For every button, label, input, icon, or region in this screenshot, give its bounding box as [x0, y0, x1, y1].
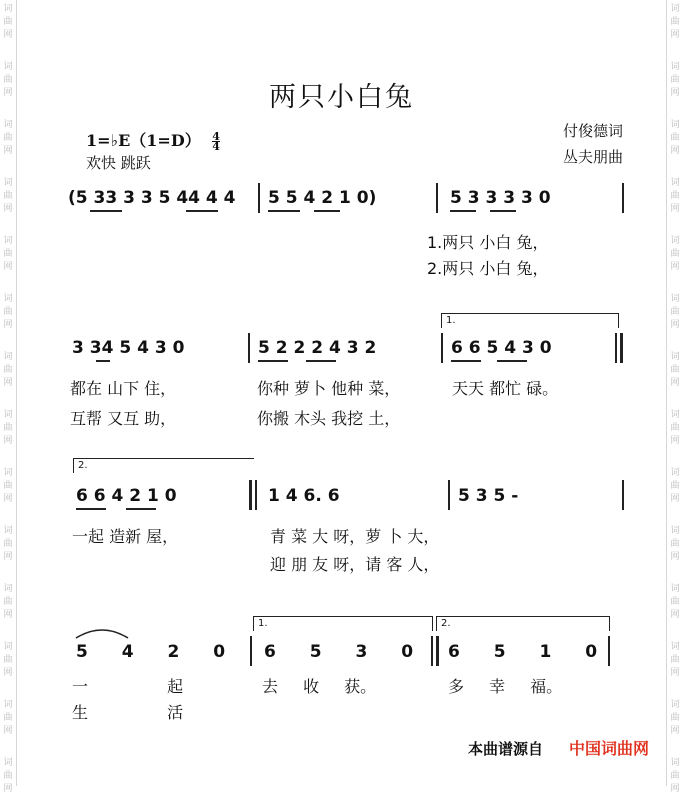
watermark-glyph: 曲: [670, 191, 680, 201]
watermark-glyph: 词: [3, 642, 13, 652]
watermark-glyph: 词: [670, 294, 680, 304]
watermark-glyph: 词: [670, 120, 680, 130]
r2-measure-3: 6 6 5 4 3 0: [451, 338, 552, 358]
watermark-glyph: 网: [3, 146, 13, 156]
r1-lyric-v2: 2.两只 小白 兔，: [427, 259, 549, 278]
watermark-glyph: 曲: [670, 539, 680, 549]
r4-lyric-v1-b: 去 收 获。: [262, 677, 377, 696]
second-ending-bracket: [436, 616, 610, 631]
watermark-glyph: 词: [670, 584, 680, 594]
watermark-glyph: 曲: [670, 481, 680, 491]
barline: [436, 183, 438, 213]
time-bottom: 4: [212, 140, 220, 153]
r4-measure-3: 6 5 1 0: [448, 642, 598, 662]
watermark-glyph: 词: [3, 62, 13, 72]
underline: [96, 360, 110, 362]
r2-measure-2: 5 2 2 2 4 3 2: [258, 338, 377, 358]
r3-measure-2: 1 4 6. 6: [268, 486, 340, 506]
watermark-glyph: 曲: [3, 75, 13, 85]
watermark-glyph: 曲: [3, 249, 13, 259]
r2-lyric-v2-a: 互帮 又互 助，: [70, 409, 177, 428]
watermark-glyph: 词: [3, 584, 13, 594]
watermark-glyph: 曲: [670, 249, 680, 259]
r1-lyric-v1: 1.两只 小白 兔，: [427, 233, 549, 252]
watermark-glyph: 词: [670, 352, 680, 362]
watermark-glyph: 网: [670, 262, 680, 272]
watermark-glyph: 网: [670, 436, 680, 446]
tempo-marking: 欢快 跳跃: [86, 154, 151, 172]
watermark-glyph: 网: [3, 726, 13, 736]
watermark-glyph: 词: [3, 178, 13, 188]
volta-number: 1.: [446, 315, 456, 326]
watermark-glyph: 曲: [3, 191, 13, 201]
watermark-glyph: 词: [3, 468, 13, 478]
watermark-glyph: 曲: [3, 307, 13, 317]
watermark-glyph: 网: [670, 552, 680, 562]
watermark-glyph: 网: [670, 726, 680, 736]
r4-lyric-v1-a: 一 起: [72, 677, 184, 696]
watermark-glyph: 网: [670, 668, 680, 678]
watermark-glyph: 网: [3, 494, 13, 504]
key-text: 1=♭E（1=D）: [86, 131, 201, 150]
underline: [497, 360, 527, 362]
watermark-glyph: 曲: [3, 771, 13, 781]
watermark-glyph: 词: [3, 758, 13, 768]
watermark-glyph: 词: [3, 352, 13, 362]
r4-lyric-v1-c: 多 幸 福。: [448, 677, 563, 696]
barline: [615, 333, 617, 363]
watermark-glyph: 词: [3, 700, 13, 710]
underline: [126, 508, 156, 510]
r2-lyric-v1-a: 都在 山下 住，: [70, 379, 177, 398]
underline: [76, 508, 106, 510]
watermark-glyph: 网: [670, 494, 680, 504]
watermark-glyph: 曲: [3, 713, 13, 723]
watermark-glyph: 网: [3, 88, 13, 98]
r4-lyric-v2-a: 生 活: [72, 703, 184, 722]
volta-number: 2.: [78, 460, 88, 471]
watermark-glyph: 曲: [670, 655, 680, 665]
watermark-glyph: 网: [3, 668, 13, 678]
barline: [250, 636, 252, 666]
watermark-glyph: 词: [3, 236, 13, 246]
watermark-glyph: 网: [3, 784, 13, 794]
barline: [441, 333, 443, 363]
watermark-glyph: 曲: [670, 307, 680, 317]
lyricist-credit: 付俊德词: [562, 122, 623, 140]
barline: [258, 183, 260, 213]
watermark-glyph: 曲: [670, 713, 680, 723]
watermark-glyph: 网: [670, 30, 680, 40]
underline: [490, 210, 516, 212]
barline: [608, 636, 610, 666]
site-name-link[interactable]: 中国词曲网: [568, 739, 649, 758]
watermark-glyph: 词: [670, 758, 680, 768]
r3-measure-1: 6 6 4 2 1 0: [76, 486, 177, 506]
volta-number: 2.: [441, 618, 451, 629]
r2-lyric-v1-b: 你种 萝卜 他种 菜，: [257, 379, 401, 398]
underline: [258, 360, 288, 362]
watermark-glyph: 网: [670, 204, 680, 214]
r1-measure-1-2: (5 33 3 3 5 44 4 4: [68, 188, 236, 208]
watermark-glyph: 曲: [670, 365, 680, 375]
watermark-glyph: 网: [3, 610, 13, 620]
barline: [622, 480, 624, 510]
r4-measure-1: 5 4 2 0: [76, 642, 226, 662]
right-watermark-strip: [666, 0, 683, 794]
watermark-glyph: 曲: [3, 133, 13, 143]
watermark-glyph: 词: [3, 410, 13, 420]
repeat-end-barline: [436, 636, 439, 666]
watermark-glyph: 曲: [3, 539, 13, 549]
underline: [450, 210, 476, 212]
watermark-glyph: 网: [3, 320, 13, 330]
watermark-glyph: 曲: [3, 423, 13, 433]
watermark-glyph: 词: [670, 410, 680, 420]
repeat-end-barline: [620, 333, 623, 363]
watermark-glyph: 词: [3, 120, 13, 130]
left-watermark-strip: [0, 0, 17, 794]
watermark-glyph: 曲: [3, 365, 13, 375]
barline: [622, 183, 624, 213]
time-top: 4: [212, 130, 220, 143]
barline: [255, 480, 257, 510]
barline: [448, 480, 450, 510]
watermark-glyph: 网: [3, 262, 13, 272]
first-ending-bracket: [253, 616, 433, 631]
underline: [306, 360, 336, 362]
watermark-glyph: 词: [3, 4, 13, 14]
watermark-glyph: 曲: [670, 75, 680, 85]
r1-measure-4: 5 3 3 3 3 0: [450, 188, 551, 208]
r4-measure-2: 6 5 3 0: [264, 642, 414, 662]
volta-number: 1.: [258, 618, 268, 629]
underline: [451, 360, 481, 362]
r2-measure-1: 3 34 5 4 3 0: [72, 338, 185, 358]
watermark-glyph: 词: [670, 526, 680, 536]
watermark-glyph: 网: [670, 320, 680, 330]
r3-lyric-v2-b: 迎 朋 友 呀，请 客 人，: [270, 555, 440, 574]
watermark-glyph: 网: [670, 610, 680, 620]
r1-measure-3: 5 5 4 2 1 0): [268, 188, 377, 208]
watermark-glyph: 曲: [3, 481, 13, 491]
underline: [268, 210, 300, 212]
composer-credit: 丛夫朋曲: [562, 148, 623, 166]
song-title: 两只小白兔: [269, 82, 414, 113]
watermark-glyph: 曲: [670, 133, 680, 143]
watermark-glyph: 词: [670, 62, 680, 72]
barline: [248, 333, 250, 363]
watermark-glyph: 网: [3, 552, 13, 562]
time-signature: [212, 132, 220, 151]
watermark-glyph: 词: [670, 236, 680, 246]
watermark-glyph: 网: [670, 146, 680, 156]
watermark-glyph: 曲: [3, 597, 13, 607]
key-signature: [86, 128, 220, 151]
watermark-glyph: 网: [3, 378, 13, 388]
watermark-glyph: 曲: [670, 771, 680, 781]
watermark-glyph: 网: [670, 378, 680, 388]
tie-slur: [74, 626, 130, 640]
watermark-glyph: 曲: [3, 17, 13, 27]
watermark-glyph: 网: [3, 30, 13, 40]
r3-measure-3: 5 3 5 -: [458, 486, 519, 506]
watermark-glyph: 网: [3, 204, 13, 214]
r2-lyric-v2-b: 你搬 木头 我挖 土，: [257, 409, 401, 428]
watermark-glyph: 词: [670, 642, 680, 652]
watermark-glyph: 曲: [670, 597, 680, 607]
watermark-glyph: 词: [3, 526, 13, 536]
watermark-glyph: 词: [670, 178, 680, 188]
watermark-glyph: 网: [670, 784, 680, 794]
repeat-start-barline: [249, 480, 252, 510]
watermark-glyph: 词: [670, 4, 680, 14]
watermark-glyph: 词: [670, 468, 680, 478]
underline: [314, 210, 340, 212]
underline: [186, 210, 218, 212]
first-ending-bracket: [441, 313, 619, 328]
r3-lyric-v1-b: 青 菜 大 呀，萝 卜 大，: [270, 527, 440, 546]
underline: [90, 210, 122, 212]
watermark-glyph: 曲: [670, 17, 680, 27]
watermark-glyph: 网: [3, 436, 13, 446]
r3-lyric-v1-a: 一起 造新 屋，: [72, 527, 179, 546]
watermark-glyph: 词: [670, 700, 680, 710]
r2-lyric-v1-c: 天天 都忙 碌。: [452, 379, 559, 398]
watermark-glyph: 网: [670, 88, 680, 98]
watermark-glyph: 曲: [3, 655, 13, 665]
watermark-glyph: 曲: [670, 423, 680, 433]
second-ending-bracket: [73, 458, 254, 473]
watermark-glyph: 词: [3, 294, 13, 304]
source-label: 本曲谱源自: [467, 740, 543, 758]
barline: [431, 636, 433, 666]
